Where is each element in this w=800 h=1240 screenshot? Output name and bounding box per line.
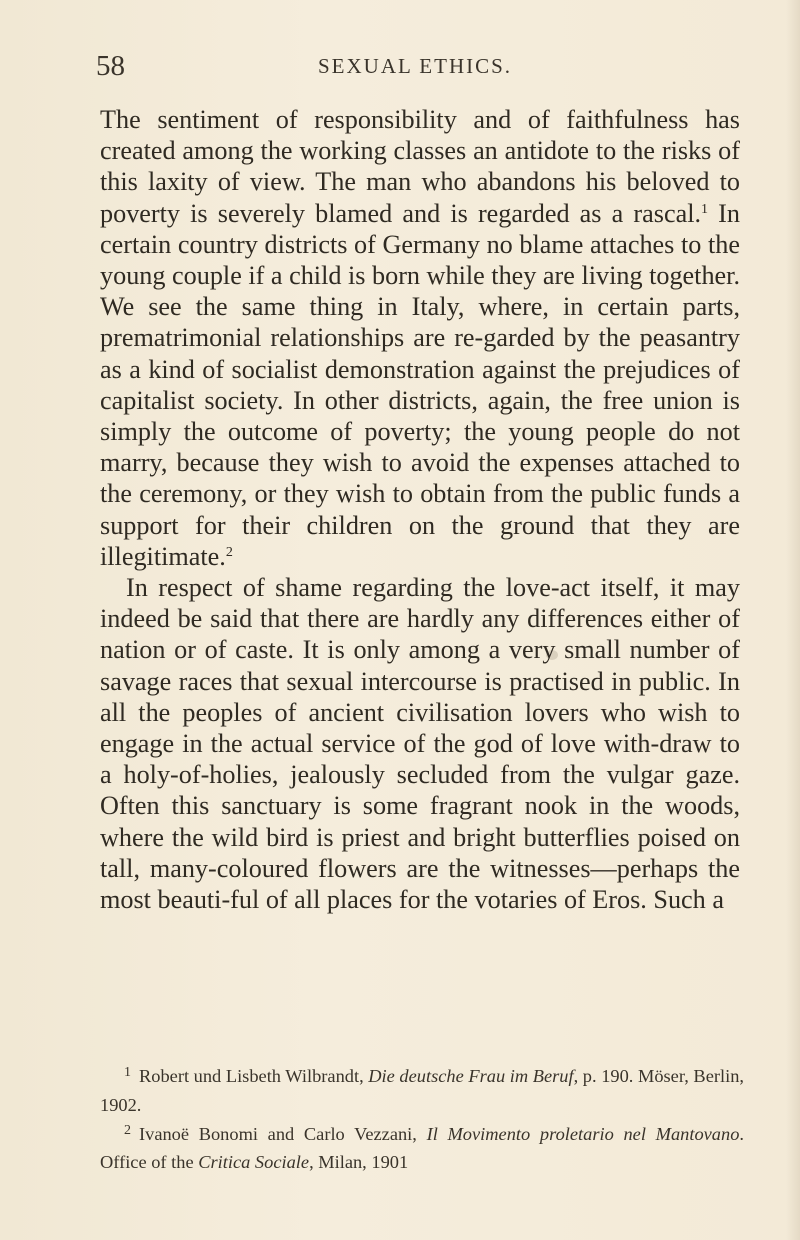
footnote-text: Robert und Lisbeth Wilbrandt, <box>139 1066 369 1086</box>
footnotes <box>100 1062 744 1177</box>
footnote <box>100 1062 744 1120</box>
footnote-title: Die deutsche Frau im Beruf <box>368 1066 574 1086</box>
footnote-title: Critica Sociale <box>198 1152 310 1173</box>
running-title: SEXUAL ETHICS. <box>318 54 513 78</box>
footnote-title: Il Movimento proletario nel Mantovano <box>426 1123 740 1144</box>
footnote-text: . Office of the <box>100 1123 744 1173</box>
footnote-text: Ivanoë Bonomi and Carlo Vezzani, <box>139 1123 427 1144</box>
footnote <box>100 1120 744 1178</box>
paragraph: In respect of shame regarding the love-act itself, it may indeed be said that there are hardly any differences either of nation or of caste. It is only among a very small number of savage races that sexual intercourse is practised in public. In all the peoples of ancient civilisation lovers who wish to engage in the actual service of the god of love with-draw to a holy-of-holies, jealously secluded from the vulgar gaze. Often this sanctuary is some fragrant nook in the woods, where the wild bird is priest and bright butterflies poised on tall, many-coloured flowers are the witnesses—perhaps the most beauti-ful of all places for the votaries of Eros. Such a <box>100 573 740 915</box>
paragraph-text: In certain country districts of Germany no blame attaches to the young couple if a child is born while they are living together. We see the same thing in Italy, where, in certain parts, prematrimonial relationships are re-garded by the peasantry as a kind of socialist demonstration against the prejudices of capitalist society. In other districts, again, the free union is simply the outcome of poverty; the young people do not marry, because they wish to avoid the expenses attached to the ceremony, or they wish to obtain from the public funds a support for their children on the ground that they are illegitimate. <box>100 198 740 571</box>
paragraph-text: The sentiment of responsibility and of faithfulness has created among the working classes an antidote to the risks of this laxity of view. The man who abandons his beloved to poverty is severely blamed and is regarded as a rascal. <box>100 105 740 228</box>
footnote-marker: 1 <box>124 1065 131 1080</box>
footnote-marker: 2 <box>124 1122 131 1138</box>
footnote-text: , p. 190. Möser, Berlin, 1902. <box>100 1066 744 1115</box>
body-text <box>100 104 740 915</box>
footnote-reference: 2 <box>225 544 233 560</box>
page-number: 58 <box>96 50 125 82</box>
footnote-text: , Milan, 1901 <box>309 1152 409 1173</box>
page-edge-shadow <box>786 0 800 1240</box>
page-header <box>96 50 746 90</box>
footnote-reference: 1 <box>701 201 709 217</box>
paragraph <box>100 104 740 572</box>
